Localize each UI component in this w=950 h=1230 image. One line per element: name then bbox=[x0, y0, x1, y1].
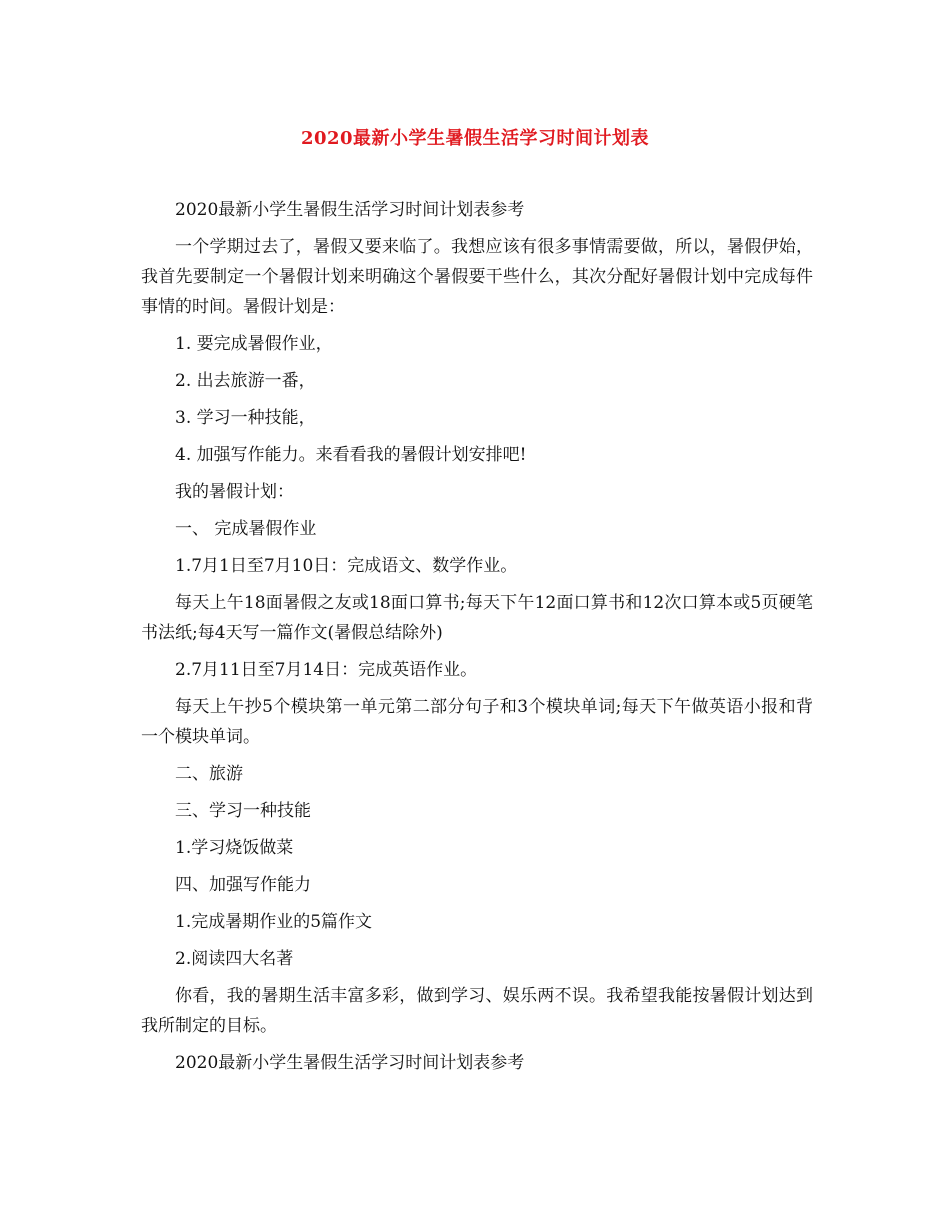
document-title: 2020最新小学生暑假生活学习时间计划表 bbox=[300, 128, 650, 149]
schedule-item-2: 2.7月11日至7月14日：完成英语作业。 bbox=[175, 660, 478, 680]
skill-item-1: 1.学习烧饭做菜 bbox=[175, 838, 294, 858]
writing-item-2: 2.阅读四大名著 bbox=[175, 949, 294, 969]
section-heading-2: 二、旅游 bbox=[175, 764, 243, 784]
paragraph-intro: 一个学期过去了，暑假又要来临了。我想应该有很多事情需要做，所以，暑假伊始，我首先要制定一个暑假计划来明确这个暑假要干些什么，其次分配好暑假计划中完成每件事情的时间。暑假计划是： bbox=[141, 237, 813, 317]
writing-item-1: 1.完成暑期作业的5篇作文 bbox=[175, 912, 373, 932]
section-heading-4: 四、加强写作能力 bbox=[175, 875, 311, 895]
schedule-detail-2: 每天上午抄5个模块第一单元第二部分句子和3个模块单词;每天下午做英语小报和背一个模块单词。 bbox=[141, 697, 813, 747]
paragraph-conclusion: 你看，我的暑期生活丰富多彩，做到学习、娱乐两不误。我希望我能按暑假计划达到我所制定的目标。 bbox=[141, 986, 813, 1036]
section-heading-3: 三、学习一种技能 bbox=[175, 801, 311, 821]
schedule-item-1: 1.7月1日至7月10日：完成语文、数学作业。 bbox=[175, 556, 518, 576]
plan-item-3: 3. 学习一种技能， bbox=[175, 408, 316, 428]
plan-item-4: 4. 加强写作能力。来看看我的暑假计划安排吧! bbox=[175, 445, 527, 465]
section-heading-1: 一、 完成暑假作业 bbox=[175, 519, 317, 539]
paragraph-intro-heading: 2020最新小学生暑假生活学习时间计划表参考 bbox=[175, 200, 525, 220]
schedule-detail-1: 每天上午18面暑假之友或18面口算书;每天下午12面口算书和12次口算本或5页硬笔书法纸;每4天写一篇作文(暑假总结除外) bbox=[141, 593, 813, 643]
plan-item-2: 2. 出去旅游一番， bbox=[175, 371, 316, 391]
plan-heading: 我的暑假计划： bbox=[175, 482, 294, 502]
document-body bbox=[141, 195, 813, 1085]
plan-item-1: 1. 要完成暑假作业， bbox=[175, 334, 333, 354]
paragraph-footer-reference: 2020最新小学生暑假生活学习时间计划表参考 bbox=[175, 1053, 525, 1073]
